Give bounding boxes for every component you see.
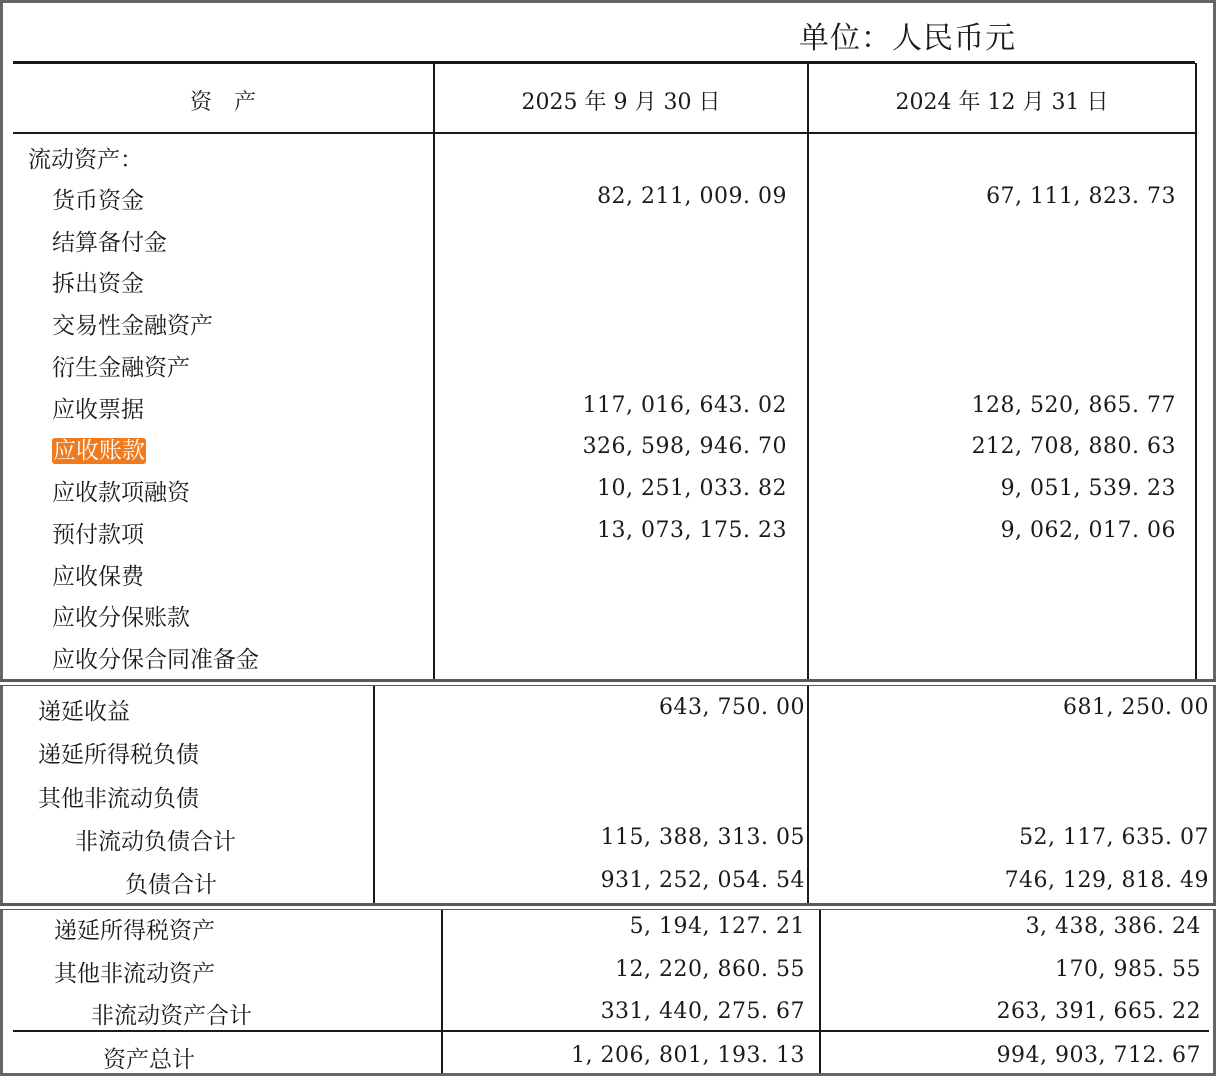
row-value-2024: 263, 391, 665. 22: [996, 999, 1201, 1024]
row-value-2025: 115, 388, 313. 05: [600, 825, 805, 850]
row-value-2024: 9, 062, 017. 06: [1000, 518, 1176, 543]
column-divider-1: [373, 686, 375, 904]
row-label-total: 负债合计: [125, 872, 217, 898]
row-label: 递延所得税资产: [54, 918, 215, 944]
row-label-subtotal: 非流动资产合计: [91, 1003, 252, 1029]
column-divider-2: [819, 910, 821, 1076]
row-value-2025: 1, 206, 801, 193. 13: [571, 1043, 805, 1068]
table-top-rule: [13, 61, 1195, 64]
row-value-2025: 931, 252, 054. 54: [600, 868, 805, 893]
row-label: 预付款项: [52, 522, 144, 548]
row-value-2024: 681, 250. 00: [1063, 695, 1209, 720]
row-value-2024: 52, 117, 635. 07: [1019, 825, 1209, 850]
row-label: 交易性金融资产: [52, 313, 213, 339]
row-label: 拆出资金: [52, 271, 144, 297]
row-value-2025: 13, 073, 175. 23: [597, 518, 787, 543]
row-value-2024: 9, 051, 539. 23: [1000, 476, 1176, 501]
column-divider-2: [807, 63, 809, 680]
section-title-current-assets: 流动资产：: [28, 147, 143, 173]
header-bottom-rule: [13, 132, 1195, 134]
row-value-2025: 643, 750. 00: [659, 695, 805, 720]
row-value-2025: 331, 440, 275. 67: [600, 999, 805, 1024]
row-value-2024: 994, 903, 712. 67: [996, 1043, 1201, 1068]
highlighted-term: 应收账款: [53, 438, 145, 464]
row-label: 其他非流动负债: [38, 786, 199, 812]
row-label: 应收保费: [52, 564, 144, 590]
row-label: 货币资金: [52, 188, 144, 214]
balance-sheet-panel-liabilities: [0, 686, 1216, 904]
unit-label: 单位：人民币元: [799, 21, 1016, 56]
row-value-2024: 67, 111, 823. 73: [986, 184, 1176, 209]
row-label: 递延所得税负债: [38, 742, 199, 768]
row-value-2025: 326, 598, 946. 70: [582, 434, 787, 459]
row-label-subtotal: 非流动负债合计: [75, 829, 236, 855]
row-value-2024: 170, 985. 55: [1055, 957, 1201, 982]
row-value-2024: 3, 438, 386. 24: [1025, 914, 1201, 939]
row-value-2025: 82, 211, 009. 09: [597, 184, 787, 209]
row-label: 应收分保合同准备金: [52, 647, 259, 673]
row-label: 其他非流动资产: [54, 961, 215, 987]
header-asset: 资 产: [189, 90, 256, 115]
row-value-2025: 10, 251, 033. 82: [597, 476, 787, 501]
row-label: 应收票据: [52, 397, 144, 423]
row-label: 衍生金融资产: [52, 355, 190, 381]
row-label-accounts-receivable: [52, 432, 146, 465]
row-value-2024: 212, 708, 880. 63: [971, 434, 1176, 459]
balance-sheet-panel-noncurrent-assets: [0, 910, 1216, 1076]
header-date-2025: 2025 年 9 月 30 日: [521, 90, 721, 115]
row-label: 结算备付金: [52, 230, 167, 256]
row-label: 应收分保账款: [52, 605, 190, 631]
total-rule: [13, 1030, 1209, 1032]
column-divider-2: [807, 686, 809, 904]
row-value-2024: 746, 129, 818. 49: [1004, 868, 1209, 893]
row-label: 应收款项融资: [52, 480, 190, 506]
column-divider-right: [1195, 63, 1197, 680]
row-value-2025: 5, 194, 127. 21: [629, 914, 805, 939]
column-divider-1: [441, 910, 443, 1076]
row-label: 递延收益: [38, 699, 130, 725]
header-date-2024: 2024 年 12 月 31 日: [895, 90, 1109, 115]
row-value-2025: 117, 016, 643. 02: [582, 393, 787, 418]
row-value-2025: 12, 220, 860. 55: [615, 957, 805, 982]
row-label-total: 资产总计: [103, 1047, 195, 1073]
column-divider-1: [433, 63, 435, 680]
row-value-2024: 128, 520, 865. 77: [971, 393, 1176, 418]
